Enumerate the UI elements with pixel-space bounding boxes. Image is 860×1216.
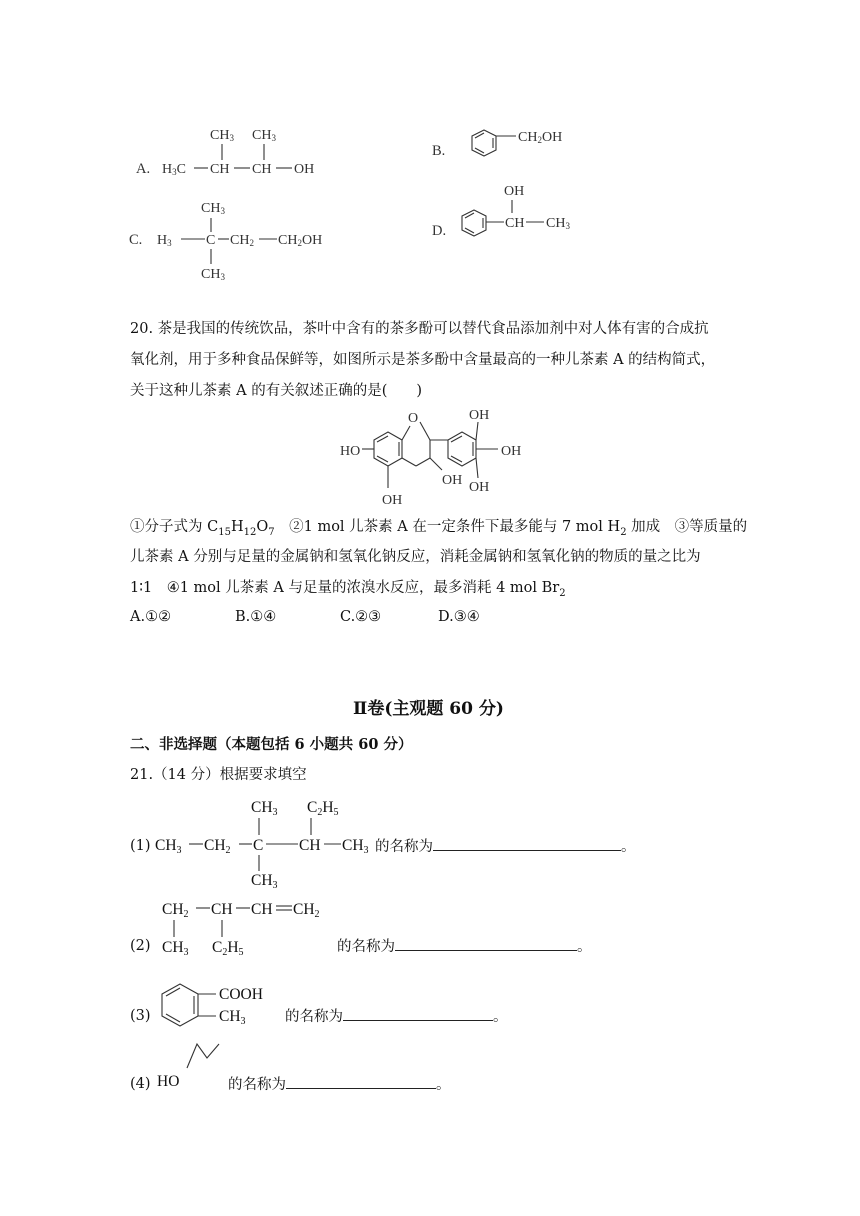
cat-oh-mid: OH — [442, 473, 463, 488]
p4-label: (4) — [130, 1076, 151, 1092]
svg-text:CH2: CH2 — [204, 837, 231, 856]
cat-ho-left: HO — [340, 444, 361, 459]
option-b-structure — [430, 122, 630, 172]
option-a-structure — [130, 122, 360, 184]
svg-text:H3: H3 — [157, 233, 172, 248]
d-oh: OH — [504, 184, 525, 199]
p2-answer: 的名称为 。 — [337, 936, 592, 957]
b-ch2: CH — [518, 130, 538, 145]
a-oh: OH — [294, 162, 315, 177]
svg-text:CH3: CH3 — [162, 939, 189, 958]
p3-structure — [158, 980, 288, 1035]
a-top1: CH — [210, 128, 230, 143]
a-ch1: CH — [210, 162, 230, 177]
a-ch2: CH — [252, 162, 272, 177]
q20-option-b: B.①④ — [235, 609, 277, 625]
option-c-structure — [125, 196, 375, 286]
c-ch2b: CH — [278, 233, 298, 248]
q20-option-a: A.①② — [130, 609, 172, 625]
a-h: H — [162, 162, 173, 177]
cat-oh-top: OH — [469, 408, 490, 423]
a-top2: CH — [252, 128, 272, 143]
p3-answer: 的名称为 。 — [285, 1006, 508, 1027]
cat-oh-br: OH — [469, 480, 490, 495]
c-bottom: CH — [201, 267, 221, 282]
p4-answer: 的名称为 。 — [228, 1074, 451, 1095]
q20-line3: 关于这种儿茶素 A 的有关叙述正确的是( ) — [130, 383, 423, 399]
p3-blank[interactable] — [343, 1006, 493, 1021]
svg-text:C: C — [253, 837, 264, 854]
option-b-label: B. — [432, 143, 446, 159]
svg-text:CH3: CH3 — [546, 216, 570, 231]
p2-blank[interactable] — [395, 936, 577, 951]
p2-structure — [160, 895, 340, 960]
p4-blank[interactable] — [286, 1074, 436, 1089]
c-ch2a: CH — [230, 233, 250, 248]
p1-answer: 的名称为 。 — [375, 836, 636, 857]
b-oh: OH — [541, 130, 563, 145]
svg-text:CH3: CH3 — [201, 201, 225, 216]
svg-text:CH2: CH2 — [293, 901, 320, 920]
svg-text:CH3: CH3 — [251, 872, 278, 891]
p1-label: (1) — [130, 838, 151, 854]
svg-text:C2H5: C2H5 — [212, 939, 244, 958]
q20-option-d: D.③④ — [438, 609, 480, 625]
svg-text:CH2: CH2 — [230, 233, 254, 248]
svg-text:CH3: CH3 — [201, 267, 225, 282]
svg-text:HO: HO — [157, 1073, 180, 1090]
svg-text:CH: CH — [251, 901, 273, 918]
svg-text:H3C: H3C — [162, 162, 186, 177]
option-c-label: C. — [129, 232, 143, 248]
q20-statement2: 儿茶素 A 分别与足量的金属钠和氢氧化钠反应，消耗金属钠和氢氧化钠的物质的量之比为 — [130, 549, 701, 565]
svg-text:CH2OH: CH2OH — [518, 130, 563, 145]
d-ch: CH — [505, 216, 525, 231]
q20-option-c: C.②③ — [340, 609, 382, 625]
p1-blank[interactable] — [433, 836, 621, 851]
option-d-structure — [430, 178, 630, 248]
svg-text:CH3: CH3 — [219, 1008, 246, 1027]
svg-text:CH3: CH3 — [252, 128, 276, 143]
q20-statement1: ①分子式为 $C_{15}H_{12}O_7$ ②1 mol 儿茶素 A 在一定条件下最多能与 7 mol $H_2$ 加成 ③等质量的 — [130, 519, 748, 538]
q21-title: 21.（14 分）根据要求填空 — [130, 767, 307, 783]
svg-text:CH2: CH2 — [162, 901, 189, 920]
svg-text:CH3: CH3 — [251, 799, 278, 818]
svg-text:CH: CH — [299, 837, 321, 854]
section-heading: 二、非选择题（本题包括 6 小题共 60 分） — [130, 736, 413, 753]
option-d-label: D. — [432, 223, 447, 239]
c-h: H — [157, 233, 168, 248]
p1-structure — [155, 795, 385, 890]
section-title: Ⅱ卷(主观题 60 分) — [353, 699, 504, 719]
p3-label: (3) — [130, 1008, 151, 1024]
svg-text:CH3: CH3 — [210, 128, 234, 143]
q20-statement3: 1∶1 ④1 mol 儿茶素 A 与足量的浓溴水反应，最多消耗 4 mol $Br_2$ — [130, 580, 566, 599]
option-a-label: A. — [136, 161, 151, 177]
c-c: C — [206, 233, 216, 248]
c-oh: OH — [301, 233, 323, 248]
cat-o: O — [408, 411, 419, 426]
svg-text:COOH: COOH — [219, 986, 263, 1003]
catechin-structure — [338, 408, 528, 506]
d-ch3: CH — [546, 216, 566, 231]
svg-text:CH2OH: CH2OH — [278, 233, 323, 248]
svg-text:CH: CH — [211, 901, 233, 918]
svg-text:CH3: CH3 — [155, 837, 182, 856]
p2-label: (2) — [130, 938, 151, 954]
p4-structure — [155, 1038, 235, 1093]
q20-line1: 20. 茶是我国的传统饮品，茶叶中含有的茶多酚可以替代食品添加剂中对人体有害的合成抗 — [130, 321, 709, 337]
q20-line2: 氧化剂，用于多种食品保鲜等，如图所示是茶多酚中含量最高的一种儿茶素 A 的结构简式， — [130, 352, 716, 368]
c-top: CH — [201, 201, 221, 216]
svg-text:C2H5: C2H5 — [307, 799, 339, 818]
cat-oh-right: OH — [501, 444, 522, 459]
svg-text:CH3: CH3 — [342, 837, 369, 856]
cat-oh-bottom: OH — [382, 493, 403, 508]
